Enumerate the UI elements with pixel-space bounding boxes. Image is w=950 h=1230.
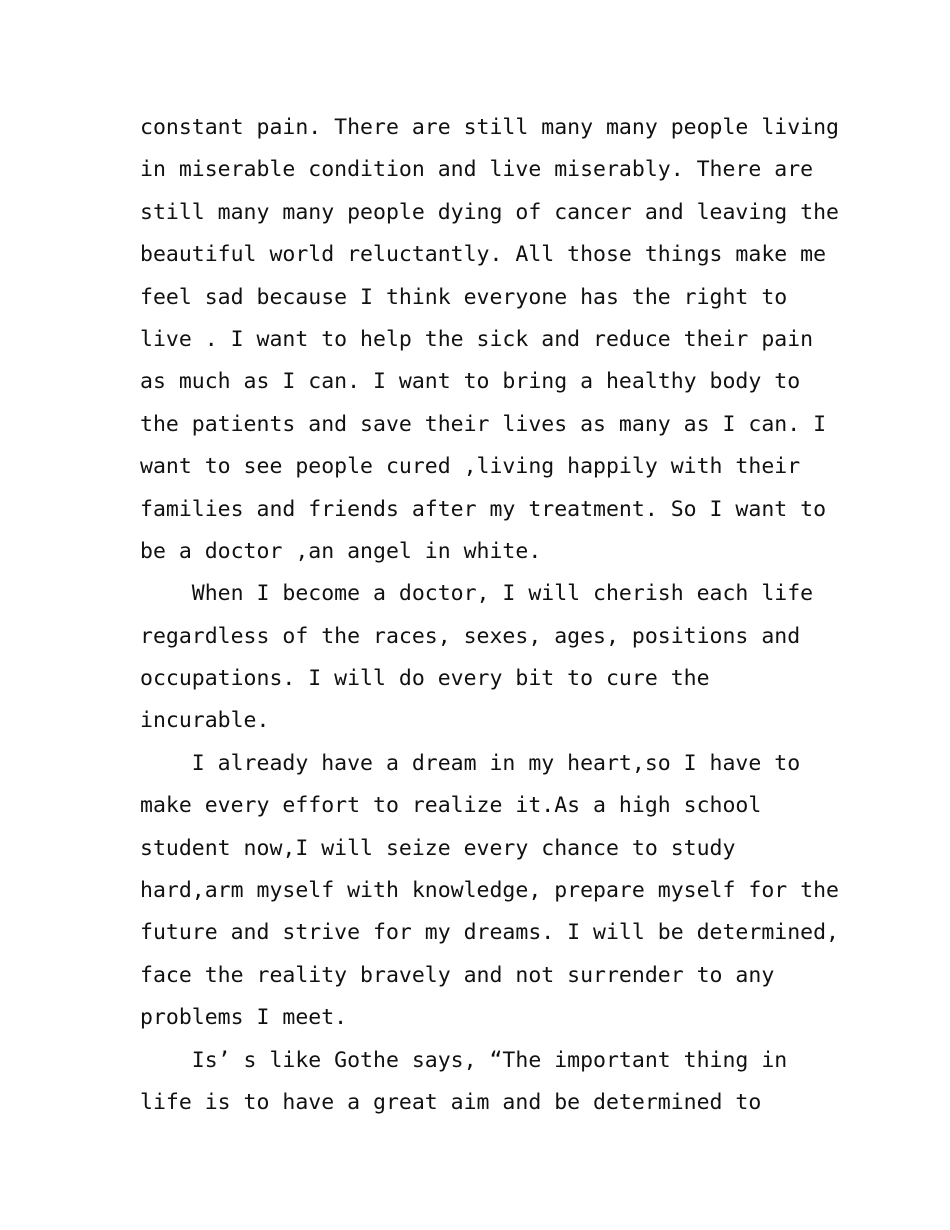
- text-line: incurable.: [140, 708, 270, 734]
- text-line: live . I want to help the sick and reduce their pain: [140, 326, 814, 352]
- text-line: still many many people dying of cancer and leaving the: [140, 199, 839, 225]
- text-line: hard,arm myself with knowledge, prepare myself for the: [140, 878, 839, 904]
- text-line: families and friends after my treatment. So I want to: [140, 496, 827, 522]
- text-line: as much as I can. I want to bring a healthy body to: [140, 369, 801, 395]
- text-line: future and strive for my dreams. I will be determined,: [140, 920, 839, 946]
- text-line: be a doctor ,an angel in white.: [140, 538, 542, 564]
- text-line: constant pain. There are still many many people living: [140, 115, 839, 140]
- text-line: face the reality bravely and not surrender to any: [140, 962, 775, 988]
- text-line: life is to have a great aim and be determined to: [140, 1089, 762, 1115]
- paragraph-start-line: I already have a dream in my heart,so I have to: [140, 750, 801, 776]
- text-line: beautiful world reluctantly. All those things make me: [140, 242, 827, 268]
- text-line: the patients and save their lives as many as I can. I: [140, 411, 827, 437]
- text-line: want to see people cured ,living happily with their: [140, 454, 801, 480]
- text-line: student now,I will seize every chance to study: [140, 835, 736, 861]
- text-line: occupations. I will do every bit to cure the: [140, 666, 710, 692]
- paragraph-start-line: Is’ s like Gothe says, “The important thing in: [140, 1047, 788, 1073]
- text-line: make every effort to realize it.As a high school: [140, 793, 762, 819]
- text-line: regardless of the races, sexes, ages, positions and: [140, 623, 801, 649]
- text-line: problems I meet.: [140, 1005, 348, 1031]
- body-text: [140, 107, 839, 1124]
- paragraph-start-line: When I become a doctor, I will cherish each life: [140, 581, 814, 607]
- text-line: in miserable condition and live miserably. There are: [140, 157, 814, 183]
- text-line: feel sad because I think everyone has the right to: [140, 284, 788, 310]
